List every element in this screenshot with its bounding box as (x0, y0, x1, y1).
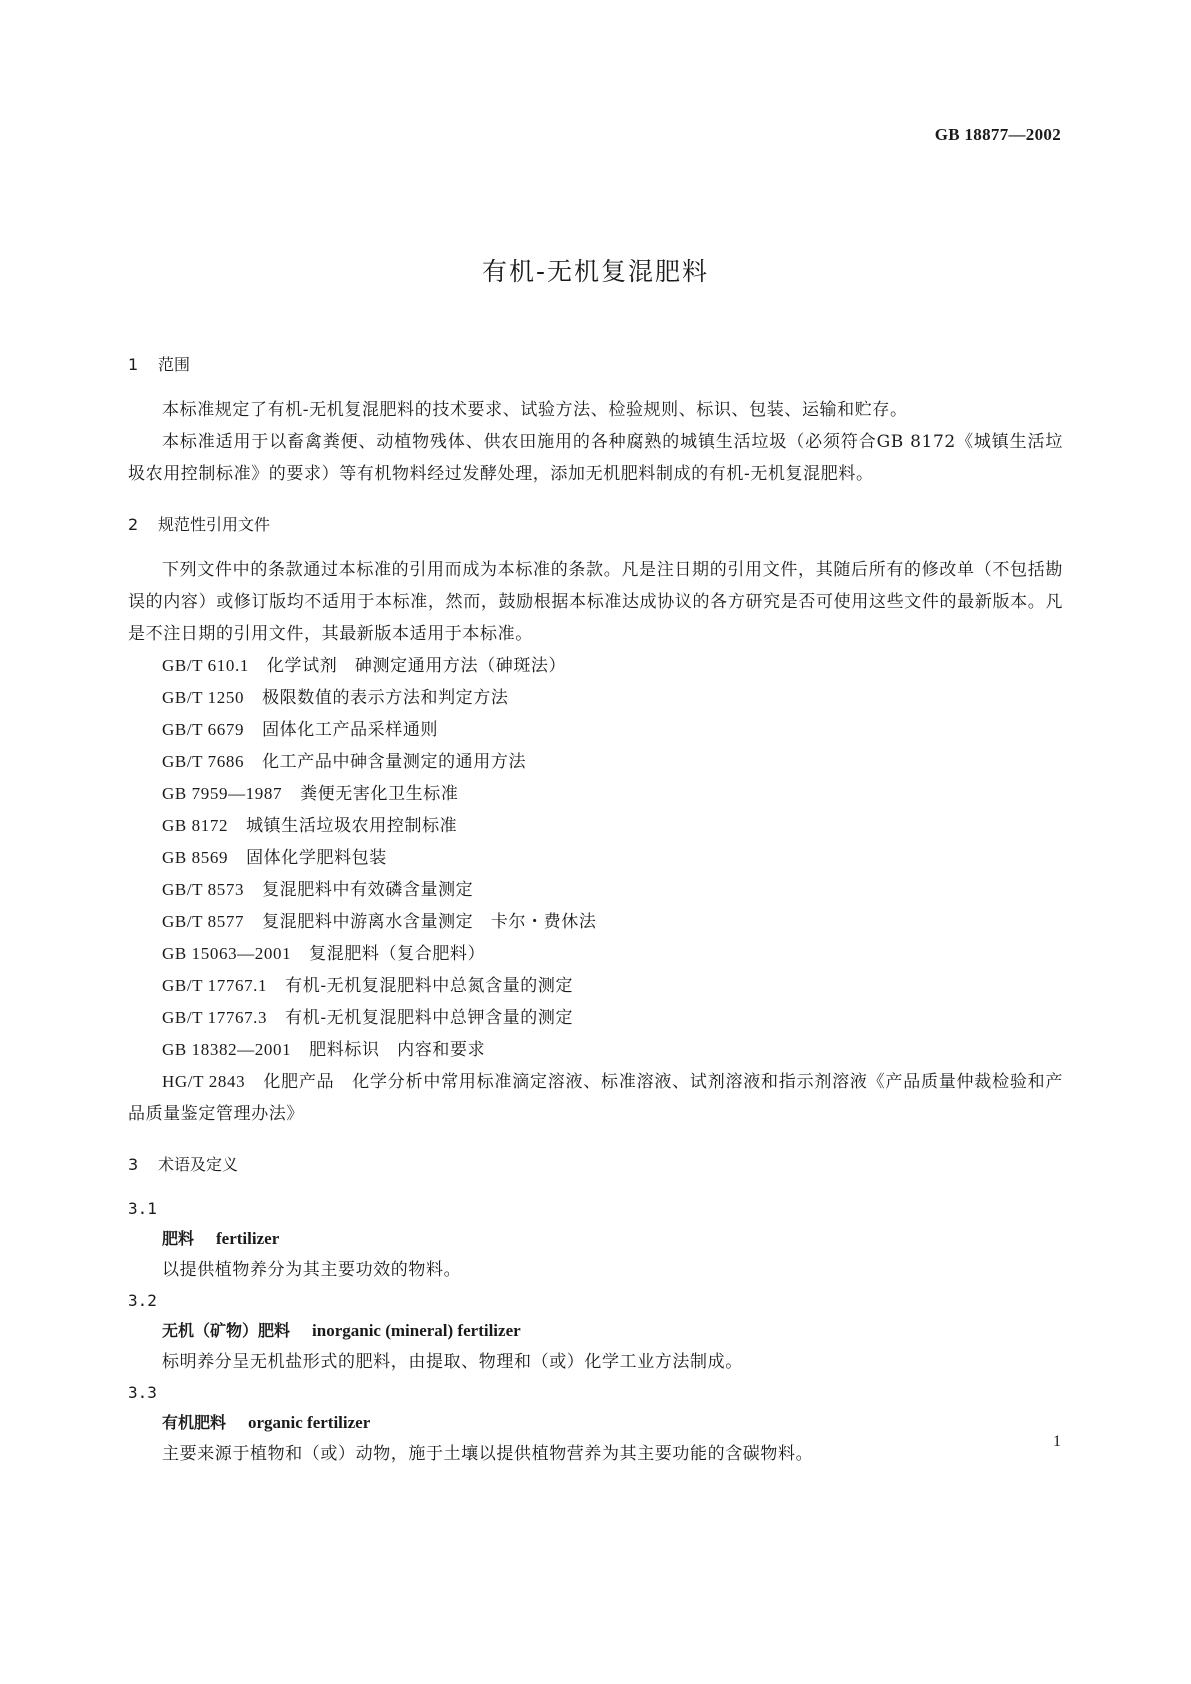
reference-item (128, 1002, 1063, 1034)
section-1-number: 1 (128, 355, 139, 374)
section-1-heading (128, 350, 1063, 380)
reference-title: 城镇生活垃圾农用控制标准 (246, 816, 458, 836)
section-3-title: 术语及定义 (158, 1155, 239, 1174)
reference-title: 复混肥料中游离水含量测定 卡尔・费休法 (262, 912, 597, 932)
section-2-heading (128, 510, 1063, 540)
section-1-title: 范围 (158, 355, 191, 374)
standard-number: GB 18877—2002 (934, 125, 1061, 144)
section-1-paragraph-2: 本标准适用于以畜禽粪便、动植物残体、供农田施用的各种腐熟的城镇生活垃圾（必须符合GB 8172《城镇生活垃圾农用控制标准》的要求）等有机物料经过发酵处理，添加无机肥料制成的有机-无机复混肥料。 (128, 432, 1063, 484)
reference-title: 化肥产品 化学分析中常用标准滴定溶液、标准溶液、试剂溶液和指示剂溶液《产品质量仲裁检验和产品质量鉴定管理办法》 (128, 1072, 1063, 1124)
reference-code: GB/T 610.1 (162, 656, 249, 675)
section-1-paragraph-1: 本标准规定了有机-无机复混肥料的技术要求、试验方法、检验规则、标识、包装、运输和贮存。 (162, 400, 908, 420)
term-heading (128, 1408, 1063, 1438)
reference-title: 粪便无害化卫生标准 (300, 784, 459, 804)
reference-code: GB/T 8573 (162, 880, 245, 899)
reference-title: 固体化工产品采样通则 (262, 720, 439, 740)
term-definition: 主要来源于植物和（或）动物，施于土壤以提供植物营养为其主要功能的含碳物料。 (162, 1444, 814, 1464)
clause-number: 3.2 (128, 1291, 157, 1310)
reference-item (128, 874, 1063, 906)
reference-item-last (128, 1066, 1063, 1130)
reference-item (128, 682, 1063, 714)
term-definition: 以提供植物养分为其主要功效的物料。 (162, 1260, 462, 1280)
term-definition: 标明养分呈无机盐形式的肥料，由提取、物理和（或）化学工业方法制成。 (162, 1352, 743, 1372)
term-zh: 无机（矿物）肥料 (162, 1321, 291, 1340)
reference-code: GB/T 7686 (162, 752, 245, 771)
reference-code: HG/T 2843 (162, 1072, 246, 1091)
clause-number: 3.3 (128, 1383, 157, 1402)
reference-code: GB/T 1250 (162, 688, 245, 707)
reference-item (128, 714, 1063, 746)
term-heading (128, 1224, 1063, 1254)
reference-title: 肥料标识 内容和要求 (309, 1040, 486, 1060)
reference-code: GB/T 8577 (162, 912, 245, 931)
clause-number: 3.1 (128, 1199, 157, 1218)
reference-title: 极限数值的表示方法和判定方法 (262, 688, 509, 708)
document-body (128, 350, 1063, 1470)
term-zh: 肥料 (162, 1229, 195, 1248)
reference-code: GB/T 17767.3 (162, 1008, 268, 1027)
term-en: organic fertilizer (248, 1413, 371, 1432)
reference-title: 有机-无机复混肥料中总氮含量的测定 (285, 976, 574, 996)
section-2-title: 规范性引用文件 (158, 515, 271, 534)
reference-item (128, 810, 1063, 842)
section-3-number: 3 (128, 1155, 139, 1174)
reference-code: GB 7959—1987 (162, 784, 283, 803)
reference-item (128, 650, 1063, 682)
reference-item (128, 906, 1063, 938)
reference-item (128, 778, 1063, 810)
reference-item (128, 842, 1063, 874)
reference-title: 化学试剂 砷测定通用方法（砷斑法） (266, 656, 567, 676)
reference-title: 复混肥料中有效磷含量测定 (262, 880, 474, 900)
term-en: inorganic (mineral) fertilizer (312, 1321, 521, 1340)
reference-item (128, 746, 1063, 778)
term-en: fertilizer (216, 1229, 280, 1248)
reference-code: GB 8172 (162, 816, 229, 835)
reference-code: GB 15063—2001 (162, 944, 292, 963)
reference-code: GB/T 17767.1 (162, 976, 268, 995)
page-title: 有机-无机复混肥料 (481, 257, 710, 286)
reference-title: 复混肥料（复合肥料） (309, 944, 486, 964)
reference-code: GB 8569 (162, 848, 229, 867)
reference-title: 化工产品中砷含量测定的通用方法 (262, 752, 527, 772)
reference-item (128, 970, 1063, 1002)
term-heading (128, 1316, 1063, 1346)
reference-title: 有机-无机复混肥料中总钾含量的测定 (285, 1008, 574, 1028)
section-3-heading (128, 1150, 1063, 1180)
page-number: 1 (1053, 1433, 1061, 1450)
reference-item (128, 938, 1063, 970)
reference-item (128, 1034, 1063, 1066)
section-2-intro: 下列文件中的条款通过本标准的引用而成为本标准的条款。凡是注日期的引用文件，其随后所有的修改单（不包括勘误的内容）或修订版均不适用于本标准，然而，鼓励根据本标准达成协议的各方研究是否可使用这些文件的最新版本。凡是不注日期的引用文件，其最新版本适用于本标准。 (128, 560, 1063, 644)
reference-code: GB 18382—2001 (162, 1040, 292, 1059)
section-2-number: 2 (128, 515, 139, 534)
reference-code: GB/T 6679 (162, 720, 245, 739)
term-zh: 有机肥料 (162, 1413, 227, 1432)
reference-title: 固体化学肥料包装 (246, 848, 387, 868)
